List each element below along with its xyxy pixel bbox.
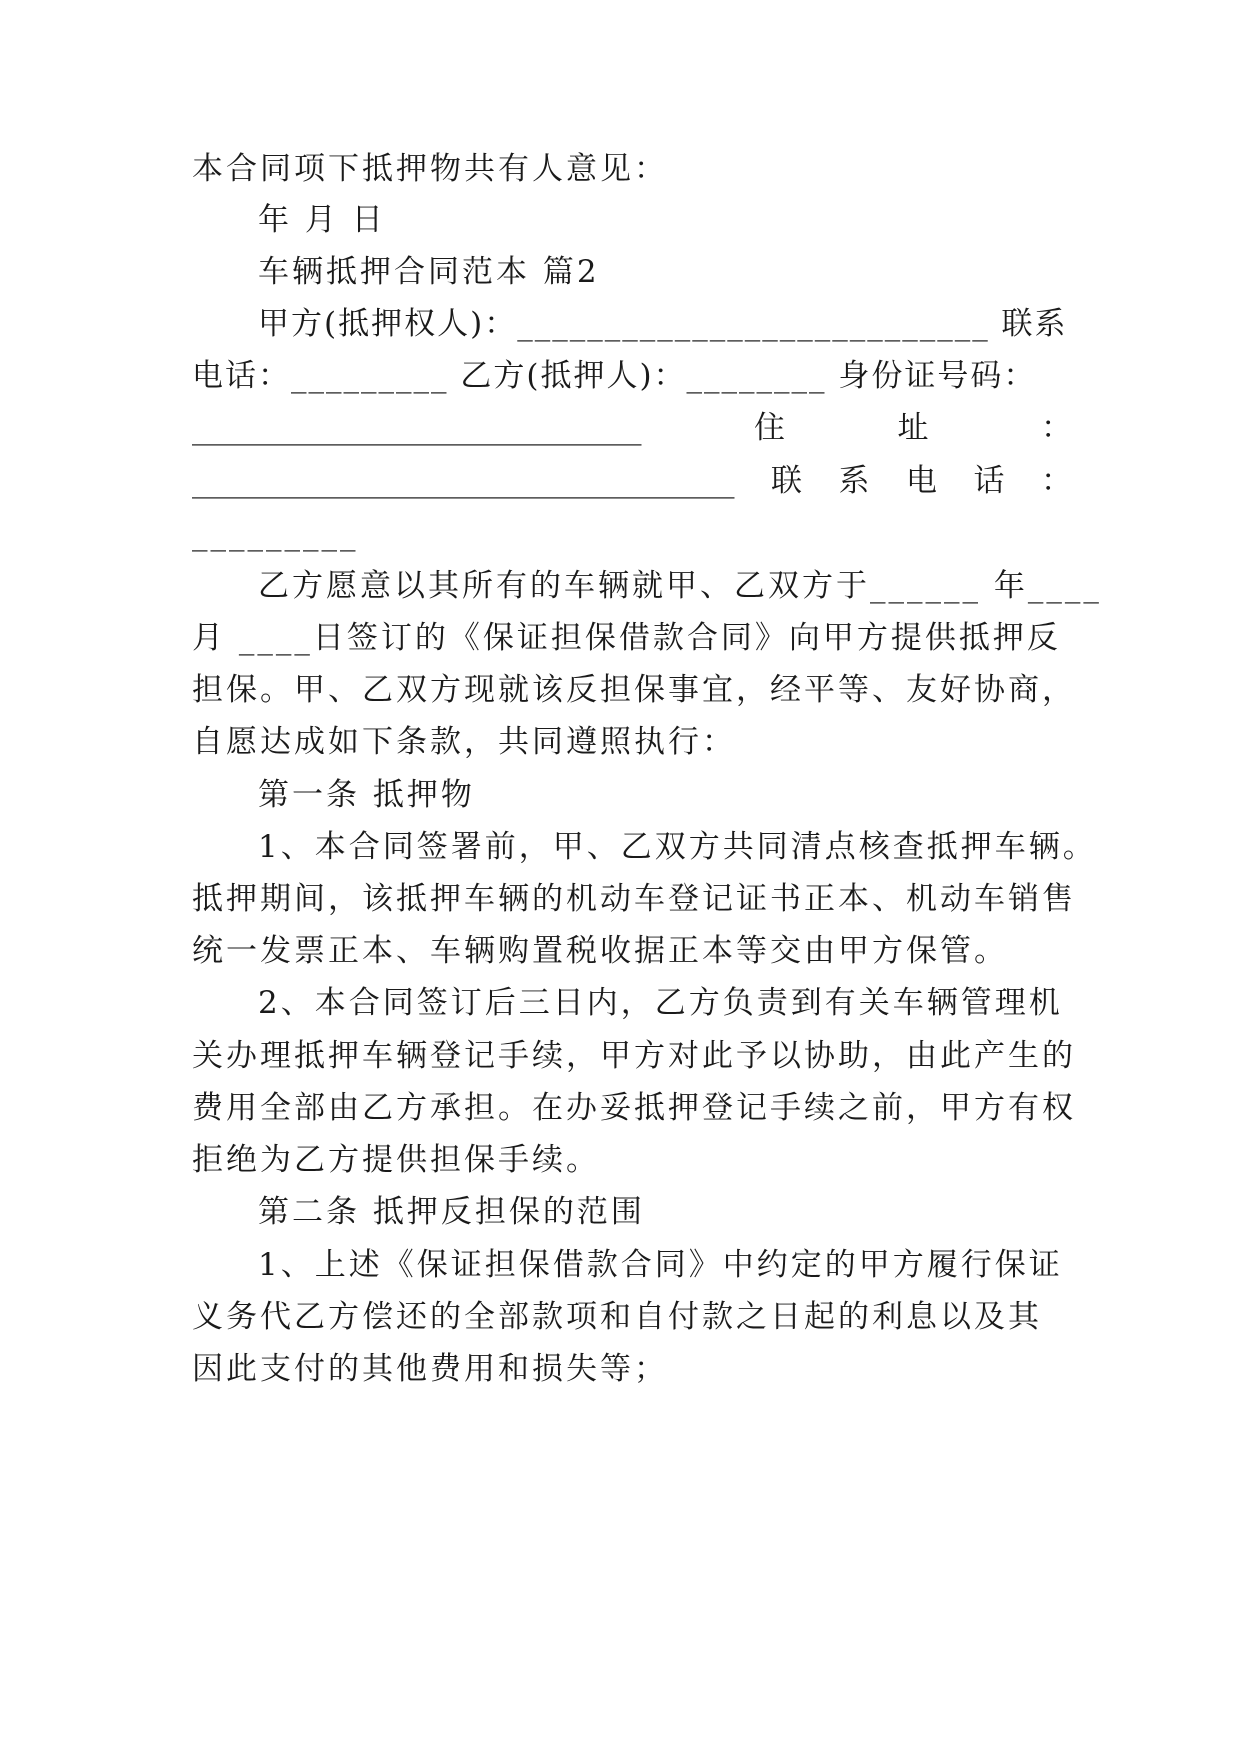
article-heading: 第二条 抵押反担保的范围 xyxy=(258,1194,645,1230)
label-char: 联 xyxy=(771,463,802,499)
text-line: 费用全部由乙方承担。在办妥抵押登记手续之前，甲方有权 xyxy=(192,1090,1076,1126)
text-line: 2、本合同签订后三日内，乙方负责到有关车辆管理机 xyxy=(258,985,1063,1021)
section-title: 车辆抵押合同范本 篇2 xyxy=(258,254,600,290)
phone-line xyxy=(192,461,1072,501)
blank-field: ___________________________________ xyxy=(192,463,735,499)
address-line xyxy=(192,408,1072,448)
text-line: 自愿达成如下条款，共同遵照执行： xyxy=(192,724,736,760)
text-line: 关办理抵押车辆登记手续，甲方对此予以协助，由此产生的 xyxy=(192,1038,1076,1074)
text-line: 1、本合同签署前，甲、乙双方共同清点核查抵押车辆。 xyxy=(258,829,1097,865)
text-line: 义务代乙方偿还的全部款项和自付款之日起的利息以及其 xyxy=(192,1299,1042,1335)
text-line: 月 ____日签订的《保证担保借款合同》向甲方提供抵押反 xyxy=(192,620,1061,656)
label-char: 系 xyxy=(838,463,870,499)
label-char: 址 xyxy=(897,410,929,446)
text-line: 乙方愿意以其所有的车辆就甲、乙双方于______ 年____ xyxy=(258,568,1102,604)
text-line: 担保。甲、乙双方现就该反担保事宜，经平等、友好协商， xyxy=(192,672,1076,708)
text-line: 拒绝为乙方提供担保手续。 xyxy=(192,1142,600,1178)
text-line: 因此支付的其他费用和损失等； xyxy=(192,1351,668,1387)
text-line: 本合同项下抵押物共有人意见： xyxy=(192,151,668,187)
label-char: 电 xyxy=(906,463,937,499)
blank-field: _________ xyxy=(192,516,359,552)
text-line: 甲方(抵押权人)：___________________________ 联系 xyxy=(258,306,1068,342)
text-line: 电话：_________ 乙方(抵押人)：________ 身份证号码： xyxy=(192,358,1037,394)
article-heading: 第一条 抵押物 xyxy=(258,777,475,813)
label-char: ： xyxy=(1041,410,1072,446)
blank-field: _____________________________ xyxy=(192,410,642,446)
text-line: 统一发票正本、车辆购置税收据正本等交由甲方保管。 xyxy=(192,933,1008,969)
label-char: ： xyxy=(1041,463,1072,499)
text-line: 抵押期间，该抵押车辆的机动车登记证书正本、机动车销售 xyxy=(192,881,1076,917)
label-char: 话 xyxy=(973,463,1005,499)
text-line: 1、上述《保证担保借款合同》中约定的甲方履行保证 xyxy=(258,1247,1063,1283)
date-line: 年 月 日 xyxy=(258,202,386,238)
label-char: 住 xyxy=(754,410,785,446)
